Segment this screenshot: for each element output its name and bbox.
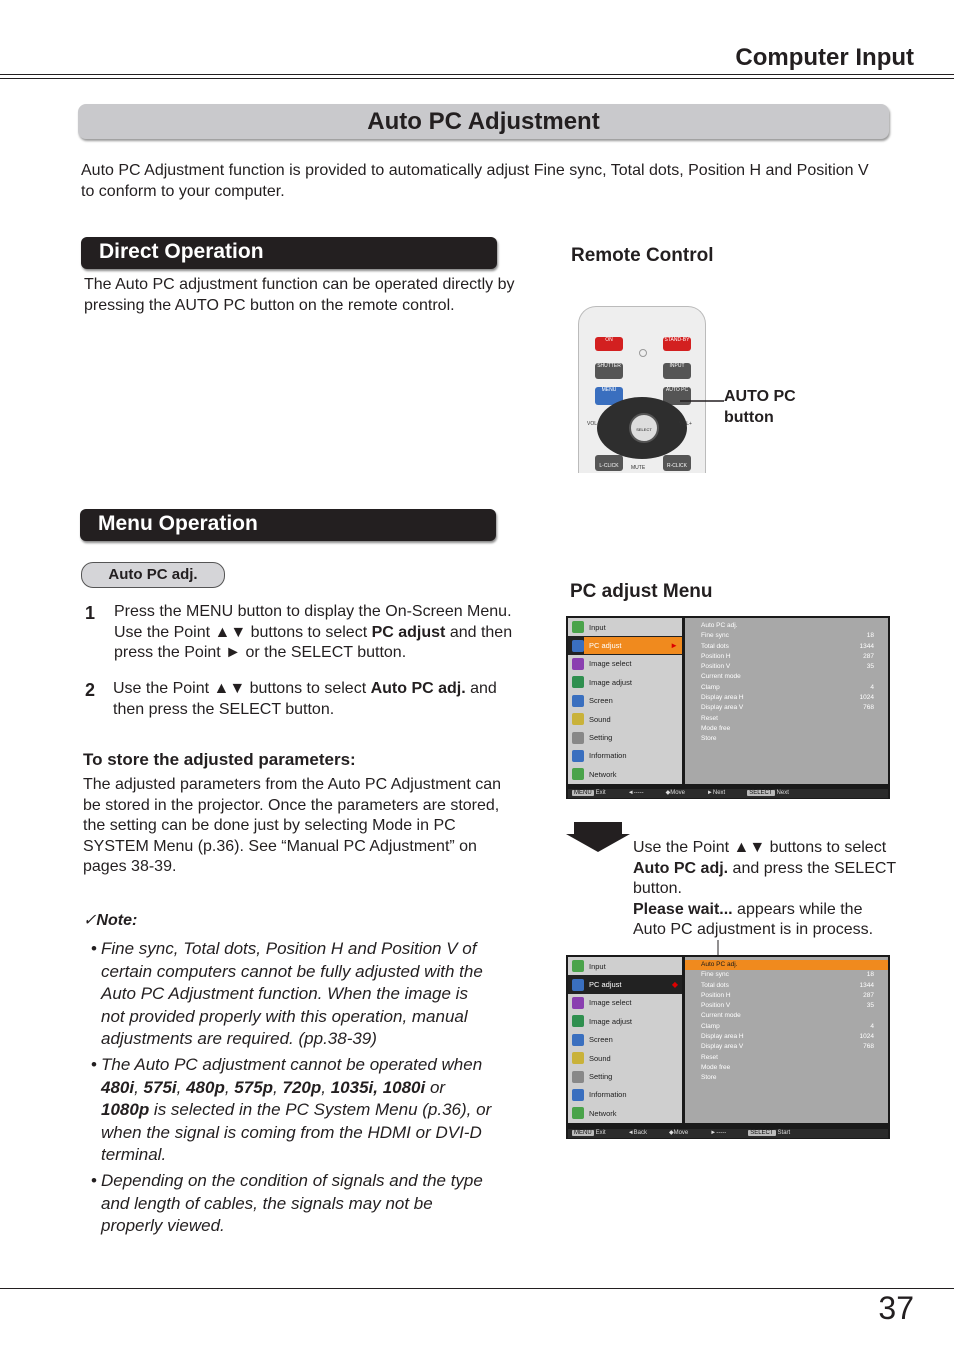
menu-item-image-adjust: Image adjust [568, 1012, 682, 1030]
menu-item-information: Information [568, 747, 682, 765]
menu-guide-bar: MENU Exit ◄----- ◆Move ►Next SELECT Next [568, 789, 888, 798]
param-row: Position H 287 [701, 991, 874, 999]
param-row: Fine sync 18 [701, 632, 874, 640]
param-row-selected: Auto PC adj. [685, 960, 888, 970]
param-row: Display area H 1024 [701, 1033, 874, 1041]
footer-rule [0, 1288, 954, 1289]
check-icon: ✓ [83, 912, 97, 929]
page-number: 37 [878, 1290, 914, 1326]
step-2-text: Use the Point ▲▼ buttons to select Auto PC adj. and then press the SELECT button. [113, 680, 497, 718]
callout-line [680, 395, 726, 407]
pc-adjust-menu-heading: PC adjust Menu [570, 581, 713, 602]
menu-item-network: Network [568, 1104, 682, 1122]
menu-item-information: Information [568, 1086, 682, 1104]
header-rule [0, 74, 954, 75]
menu-item-pc-adjust: PC adjust ◆ [568, 975, 682, 993]
param-row: Position H 287 [701, 652, 874, 660]
menu-item-screen: Screen [568, 692, 682, 710]
menu-item-screen: Screen [568, 1031, 682, 1049]
chapter-title: Computer Input [735, 44, 914, 71]
header-rule [0, 78, 954, 79]
param-row: Current mode [701, 673, 741, 681]
menu-item-sound: Sound [568, 1049, 682, 1067]
menu-item-image-select: Image select [568, 655, 682, 673]
l-click-button: L-CLICK [595, 455, 623, 471]
param-row: Auto PC adj. [701, 622, 738, 629]
pc-adjust-parameter-list [685, 618, 888, 784]
step-1-text: Press the MENU button to display the On-Screen Menu. Use the Point ▲▼ buttons to select PC adjust and then press the Point ► or the SELECT button. [114, 603, 513, 661]
vol-minus-label: VOL- [587, 421, 599, 427]
intro-paragraph: Auto PC Adjustment function is provided to automatically adjust Fine sync, Total dots, Position H and Position V to conform to your computer. [81, 162, 869, 200]
menu-item-pc-adjust: PC adjust ► [568, 636, 682, 654]
menu-item-image-select: Image select [568, 994, 682, 1012]
note-bullet-2: • The Auto PC adjustment cannot be operated when 480i, 575i, 480p, 575p, 720p, 1035i, 1080i or 1080p is selected in the PC System Menu (p.36), or when the signal is coming from the HDMI or DVI-D terminal. [91, 1055, 492, 1164]
sensor-icon [639, 349, 647, 357]
standby-button: STAND-BY [663, 337, 691, 351]
param-row: Display area V 768 [701, 704, 874, 712]
param-row: Store [701, 1074, 717, 1082]
param-row: Clamp 4 [701, 683, 874, 691]
r-click-button: R-CLICK [663, 455, 691, 471]
direct-operation-heading: Direct Operation [81, 237, 497, 269]
param-row: Current mode [701, 1012, 741, 1020]
param-row: Reset [701, 1053, 718, 1061]
menu-category-list [568, 618, 682, 784]
select-button: SELECT [629, 413, 659, 443]
pc-adjust-menu-screen-2 [566, 955, 890, 1139]
menu-item-setting: Setting [568, 1067, 682, 1085]
step-1-number: 1 [85, 603, 96, 623]
on-button: ON [595, 337, 623, 351]
param-row: Fine sync 18 [701, 971, 874, 979]
menu-button: MENU [595, 387, 623, 405]
param-row: Clamp 4 [701, 1022, 874, 1030]
menu-item-sound: Sound [568, 710, 682, 728]
param-row: Total dots 1344 [701, 642, 874, 650]
auto-pc-instruction: Use the Point ▲▼ buttons to select Auto PC adj. and press the SELECT button. Please wait... appears while the Auto PC adjustment is in process. [633, 839, 896, 938]
pc-adjust-parameter-list [685, 957, 888, 1123]
direction-pad [597, 397, 687, 459]
store-text: The adjusted parameters from the Auto PC Adjustment can be stored in the projector. Once the parameters are stored, the setting can be done just by selecting Mode in PC SYSTEM Menu (p.36). See “Manual PC Adjustment” on pages 38-39. [83, 776, 501, 875]
auto-pc-button: AUTO PC [663, 387, 691, 405]
down-arrow-icon [566, 822, 630, 852]
input-button: INPUT [663, 363, 691, 379]
remote-control-heading: Remote Control [571, 245, 714, 266]
param-row: Position V 35 [701, 663, 874, 671]
remote-control-illustration [578, 306, 706, 473]
note-heading: ✓Note: [83, 912, 138, 929]
menu-item-input: Input [568, 618, 682, 636]
param-row: Total dots 1344 [701, 981, 874, 989]
shutter-button: SHUTTER [595, 363, 623, 379]
direct-operation-text: The Auto PC adjustment function can be operated directly by pressing the AUTO PC button on the remote control. [84, 276, 515, 314]
note-bullet-1: • Fine sync, Total dots, Position H and Position V of certain computers cannot be fully adjusted with the Auto PC Adjustment function. When the image is not provided properly with this operation, manual adjustments are required. (pp.38-39) [91, 939, 483, 1048]
param-row: Position V 35 [701, 1002, 874, 1010]
menu-item-image-adjust: Image adjust [568, 673, 682, 691]
section-title: Auto PC Adjustment [78, 104, 889, 139]
store-heading: To store the adjusted parameters: [83, 750, 356, 769]
menu-operation-heading: Menu Operation [80, 509, 496, 541]
param-row: Reset [701, 714, 718, 722]
param-row: Store [701, 735, 717, 743]
mute-label: MUTE [631, 465, 646, 471]
pc-adjust-menu-screen-1 [566, 616, 890, 799]
menu-guide-bar: MENU Exit ◄Back ◆Move ►----- SELECT Start [568, 1129, 888, 1138]
param-row: Mode free [701, 724, 731, 732]
menu-item-setting: Setting [568, 728, 682, 746]
param-row: Display area V 768 [701, 1043, 874, 1051]
vol-plus-label: VOL+ [679, 421, 692, 427]
auto-pc-adj-pill: Auto PC adj. [81, 562, 225, 588]
auto-pc-callout: AUTO PC button [724, 388, 796, 426]
param-row: Display area H 1024 [701, 694, 874, 702]
step-2-number: 2 [85, 680, 96, 700]
menu-item-input: Input [568, 957, 682, 975]
menu-item-network: Network [568, 765, 682, 783]
note-bullet-3: • Depending on the condition of signals and the type and length of cables, the signals may not be properly viewed. [91, 1171, 483, 1235]
param-row: Mode free [701, 1063, 731, 1071]
menu-category-list [568, 957, 682, 1123]
